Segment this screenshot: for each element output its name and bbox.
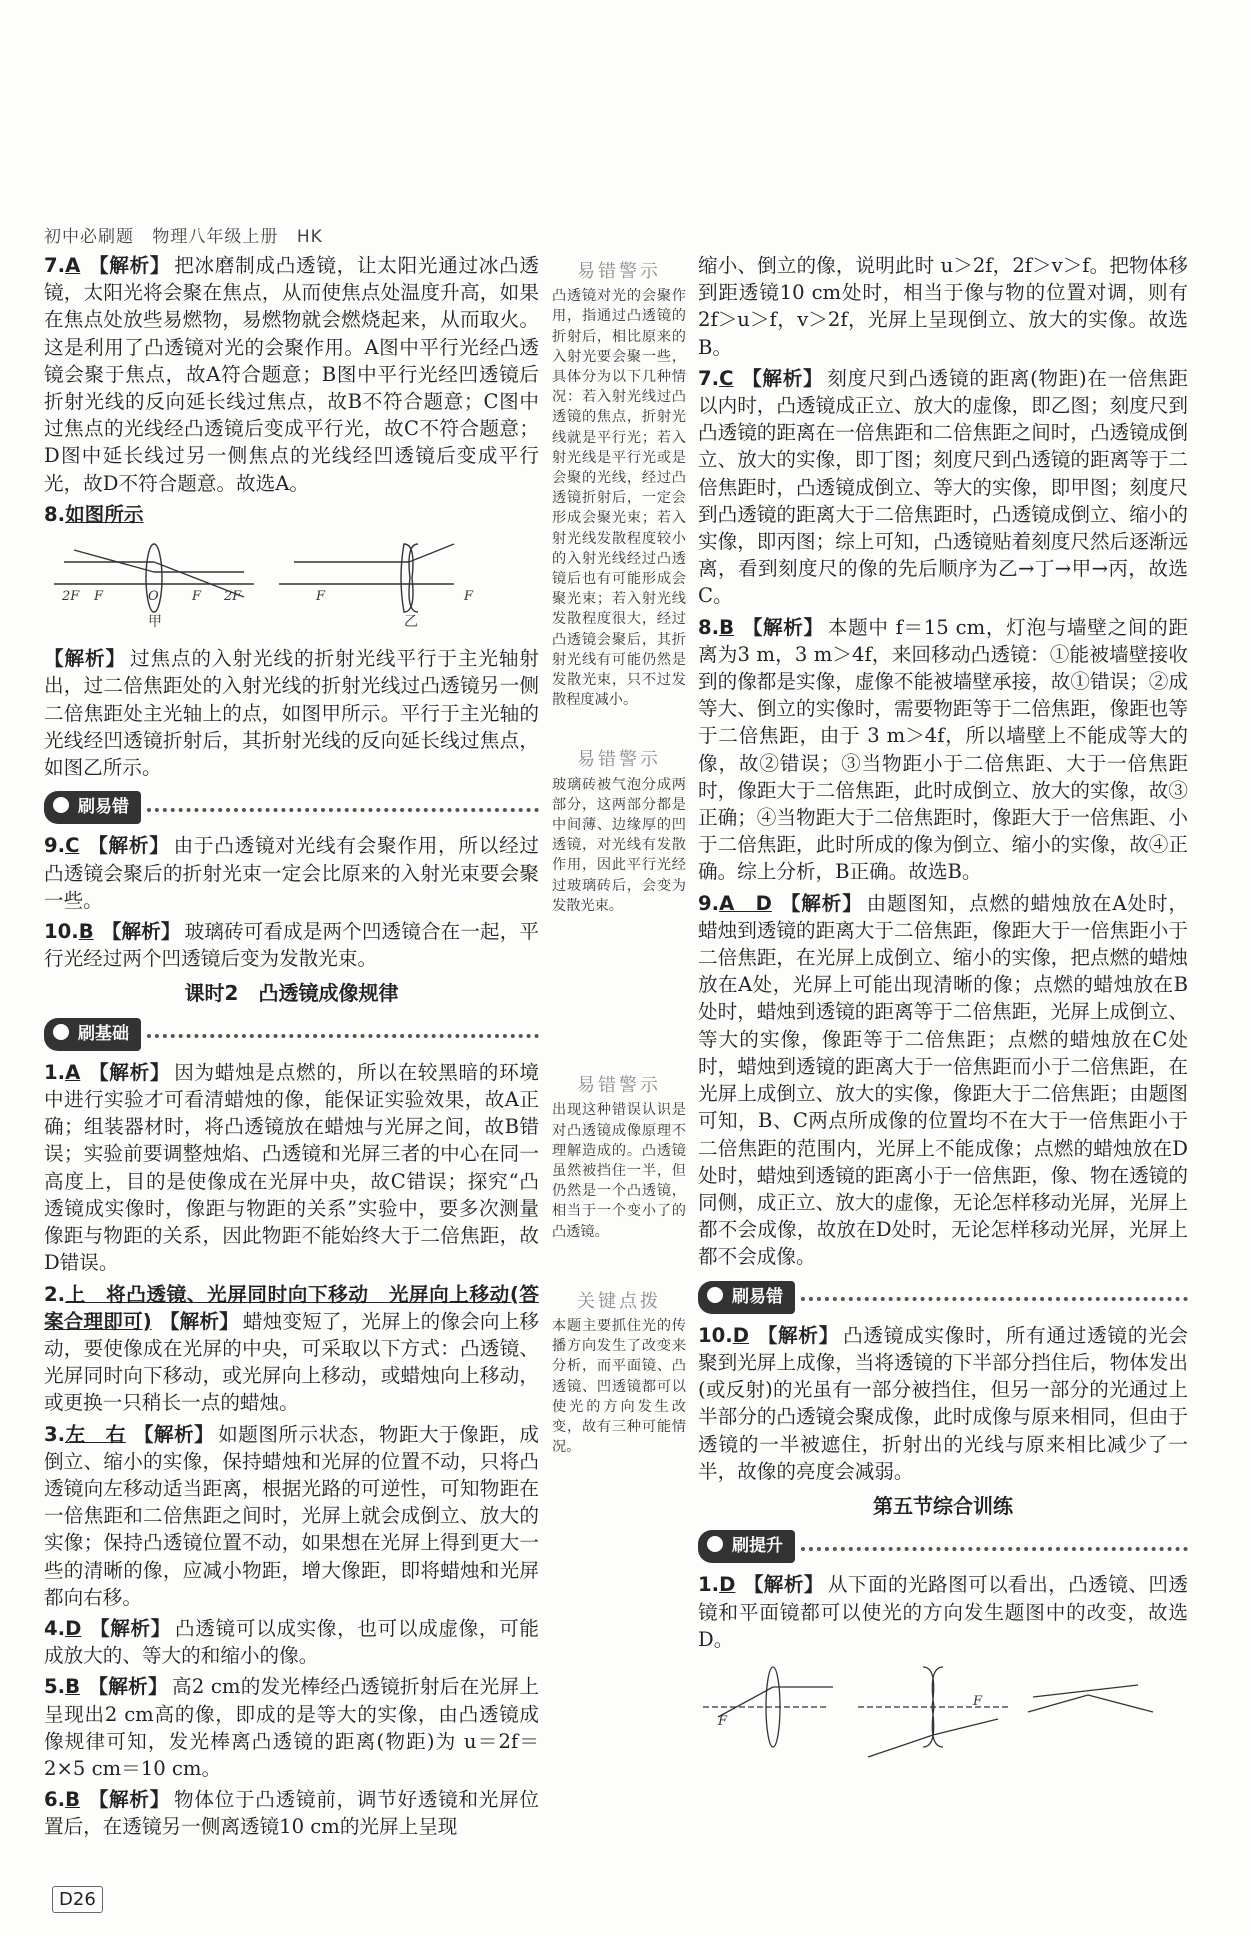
book-name: 初中必刷题	[44, 227, 134, 247]
answer-10-right: 10.D 【解析】 凸透镜成实像时，所有通过透镜的光会聚到光屏上成像，当将透镜的下半部分挡住后，物体发出(或反射)的光虽有一部分被挡住，但另一部分的光通过上半部分的凸透镜会聚成像，此时成像与原来相同，但由于透镜的一半被遮住，折射出的光线与原来相比减少了一半，故像的亮度会减弱。	[698, 1323, 1189, 1483]
page-header	[44, 222, 335, 247]
answer-8-analysis: 【解析】 过焦点的入射光线的折射光线平行于主光轴射出，过二倍焦距处的入射光线的折射光线过凸透镜另一侧二倍焦距处主光轴上的点，如图甲所示。平行于主光轴的光线经凹透镜折射后，其折射光线的反向延长线过焦点，如图乙所示。	[44, 647, 540, 780]
side-note-3: 易错警示 出现这种错误认识是对凸透镜成像原理不理解造成的。凸透镜虽然被挡住一半，但仍然是一个凸透镜，相当于一个变小了的凸透镜。	[552, 1075, 686, 1240]
side-note-title: 关键点拨	[577, 1290, 661, 1312]
edition-name: HK	[296, 227, 323, 247]
basic-answer-5: 5.B 【解析】 高2 cm的发光棒经凸透镜折射后在光屏上呈现出2 cm高的像，即成的是等大的实像，由凸透镜成像规律可知，发光棒离凸透镜的距离(物距)为 u＝2f＝2×5 cm＝10 cm。	[44, 1675, 540, 1780]
svg-text:F: F	[192, 589, 202, 605]
svg-text:F: F	[718, 1713, 728, 1729]
advanced-answer-1: 1.D 【解析】 从下面的光路图可以看出，凸透镜、凹透镜和平面镜都可以使光的方向发生题图中的改变，故选D。	[698, 1573, 1189, 1651]
answer-6-continued: 缩小、倒立的像，说明此时 u＞2f，2f＞v＞f。把物体移到距透镜10 cm处时，相当于像与物的位置对调，则有 2f＞u＞f，v＞2f，光屏上呈现倒立、放大的实像。故选B。	[698, 254, 1188, 359]
basic-answer-3: 3.左 右 【解析】 如题图所示状态，物距大于像距，成倒立、缩小的实像，保持蜡烛和光屏的位置不动，只将凸透镜向左移动适当距离，根据光路的可逆性，可知物距在一倍焦距和二倍焦距之间时，光屏上就会成倒立、放大的实像；保持凸透镜位置不动，如果想在光屏上得到更大一些的清晰的像，应减小物距，增大像距，即将蜡烛和光屏都向右移。	[44, 1422, 540, 1609]
side-note-title: 易错警示	[577, 261, 661, 282]
fig-label-a: 甲	[148, 614, 162, 631]
lens-figure-8	[44, 532, 539, 637]
svg-text:F: F	[316, 589, 326, 605]
svg-text:O: O	[148, 589, 159, 605]
answer-7-right: 7.C 【解析】 刻度尺到凸透镜的距离(物距)在一倍焦距以内时，凸透镜成正立、放大的虚像，即乙图；刻度尺到凸透镜的距离在一倍焦距和二倍焦距之间时，凸透镜成倒立、放大的实像，即丁图；刻度尺到凸透镜的距离等于二倍焦距时，凸透镜成倒立、等大的实像，即甲图；刻度尺到凸透镜的距离大于二倍焦距时，凸透镜成倒立、缩小的实像，即丙图；综上可知，凸透镜贴着刻度尺然后逐渐远离，看到刻度尺的像的先后顺序为乙→丁→甲→丙，故选C。	[698, 366, 1189, 608]
lesson-title: 课时2 凸透镜成像规律	[184, 981, 399, 1006]
answer-10: 10.B 【解析】 玻璃砖可看成是两个凹透镜合在一起，平行光经过两个凹透镜后变为发散光束。	[44, 920, 540, 971]
basic-answer-2: 2.上 将凸透镜、光屏同时向下移动 光屏向上移动(答案合理即可) 【解析】 蜡烛变短了，光屏上的像会向上移动，要使像成在光屏的中央，可采取以下方式：凸透镜、光屏同时向下移动，或光屏向上移动，或蜡烛向上移动，或更换一只稍长一点的蜡烛。	[44, 1282, 540, 1415]
answer-8-right: 8.B 【解析】 本题中 f＝15 cm，灯泡与墙壁之间的距离为3 m，3 m＞4f，来回移动凸透镜：①能被墙壁接收到的像都是实像，虚像不能被墙壁承接，故①错误；②成等大、倒立的实像时，需要物距等于二倍焦距，像距也等于二倍焦距，由于 3 m＞4f，所以墙壁上不能成等大的像，故②错误；③当物距小于二倍焦距、大于一倍焦距时，像距大于二倍焦距，此时成倒立、放大的实像，故③正确；④当物距大于二倍焦距时，像距大于一倍焦距、小于二倍焦距，此时所成的像为倒立、缩小的实像，故④正确。综上分析，B正确。故选B。	[698, 615, 1188, 884]
side-note-1: 易错警示 凸透镜对光的会聚作用，指通过凸透镜的折射后，相比原来的入射光要会聚一些，具体分为以下几种情况：若入射光线过凸透镜的焦点，折射光线就是平行光；若入射光线是平行光或是会聚的光线，经过凸透镜折射后，一定会形成会聚光束；若入射光线发散程度较小的入射光线经过凸透镜后也有可能形成会聚光束；若入射光线发散程度很大，经过凸透镜会聚后，其折射光线有可能仍然是发散光束，只不过发散程度减小。	[552, 261, 686, 709]
basic-answer-4: 4.D 【解析】 凸透镜可以成实像，也可以成虚像，可能成放大的、等大的和缩小的像。	[44, 1616, 540, 1668]
answer-7: 7.A 【解析】 把冰磨制成凸透镜，让太阳光通过冰凸透镜，太阳光将会聚在焦点，从而使焦点处温度升高，如果在焦点处放些易燃物，易燃物就会燃烧起来，从而取火。这是利用了凸透镜对光的会聚作用。A图中平行光经凸透镜会聚于焦点，故A符合题意；B图中平行光经凹透镜后折射光线的反向延长线过焦点，故B不符合题意；C图中过焦点的光线经凸透镜后变成平行光，故C不符合题意；D图中延长线过另一侧焦点的光线经凹透镜后变成平行光，故D不符合题意。故选A。	[44, 254, 540, 495]
svg-text:F: F	[94, 589, 104, 605]
side-note-4: 关键点拨 本题主要抓住光的传播方向发生了改变来分析，而平面镜、凸透镜、凹透镜都可以使光的方向发生改变，故有三种可能情况。	[552, 1290, 686, 1456]
svg-text:F: F	[464, 589, 474, 605]
light-path-diagram	[698, 1657, 1168, 1767]
side-note-title: 易错警示	[577, 1075, 661, 1097]
section-banner-easy-mistakes-2: 刷易错	[698, 1281, 1188, 1314]
light-path-figure	[698, 1657, 1188, 1774]
svg-text:2F: 2F	[224, 589, 242, 605]
svg-text:F: F	[973, 1693, 983, 1709]
side-notes	[552, 262, 686, 1471]
section-banner-advanced: 刷提升	[698, 1530, 1188, 1563]
section-banner-basics: 刷基础	[44, 1018, 539, 1051]
answer-9: 9.C 【解析】 由于凸透镜对光线有会聚作用，所以经过凸透镜会聚后的折射光束一定会比原来的入射光束要会聚一些。	[44, 834, 540, 912]
answer-9-right: 9.A D 【解析】 由题图知，点燃的蜡烛放在A处时，蜡烛到透镜的距离大于二倍焦距，像距大于一倍焦距小于二倍焦距，在光屏上成倒立、缩小的实像，把点燃的蜡烛放在A处，光屏上可能出现清晰的像；点燃的蜡烛放在B处时，蜡烛到透镜的距离等于二倍焦距，光屏上成倒立、等大的实像，像距等于二倍焦距；点燃的蜡烛放在C处时，蜡烛到透镜的距离大于一倍焦距而小于二倍焦距，在光屏上成倒立、放大的实像，像距大于二倍焦距；由题图可知，B、C两点所成像的位置均不在大于一倍焦距小于二倍焦距的范围内，光屏上不能成像；点燃的蜡烛放在D处时，蜡烛到透镜的距离小于一倍焦距，像、物在透镜的同侧，成正立、放大的虚像，无论怎样移动光屏，光屏上都不会成像，故放在D处时，无论怎样移动光屏，光屏上都不会成像。	[698, 891, 1188, 1269]
right-column	[698, 252, 1188, 1782]
page-number: D26	[52, 1886, 103, 1913]
svg-text:2F: 2F	[62, 589, 80, 605]
side-note-title: 易错警示	[577, 749, 661, 771]
basic-answer-1: 1.A 【解析】 因为蜡烛是点燃的，所以在较黑暗的环境中进行实验才可看清蜡烛的像，能保证实验效果，故A正确；组装器材时，将凸透镜放在蜡烛与光屏之间，故B错误；实验前要调整烛焰、凸透镜和光屏三者的中心在同一高度上，目的是使像成在光屏中央，故C错误；探究“凸透镜成实像时，像距与物距的关系”实验中，要多次测量像距与物距的关系，因此物距不能始终大于二倍焦距，故D错误。	[44, 1060, 540, 1275]
answer-8-head: 8.如图所示	[44, 502, 144, 526]
subject-name: 物理八年级上册	[152, 227, 279, 247]
lens-diagram	[44, 532, 539, 630]
basic-answer-6: 6.B 【解析】 物体位于凸透镜前，调节好透镜和光屏位置后，在透镜另一侧离透镜10 cm的光屏上呈现	[44, 1788, 540, 1839]
fig-label-b: 乙	[404, 614, 418, 631]
section-banner-easy-mistakes: 刷易错	[44, 791, 539, 824]
section-title: 第五节综合训练	[873, 1493, 1013, 1518]
side-note-2: 易错警示 玻璃砖被气泡分成两部分，这两部分都是中间薄、边缘厚的凹透镜，对光线有发散作用，因此平行光经过玻璃砖后，会变为发散光束。	[552, 749, 686, 914]
left-column	[44, 252, 539, 1845]
